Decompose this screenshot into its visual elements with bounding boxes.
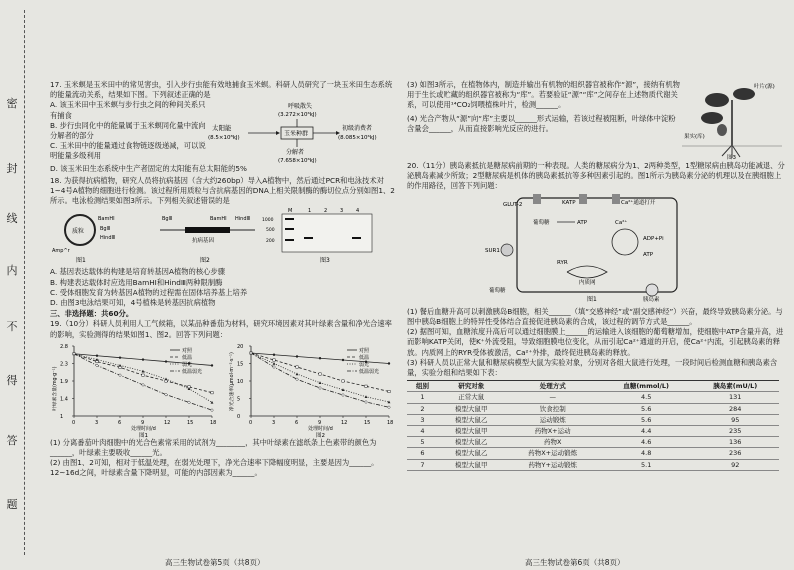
y-axis-label: 净光合速率(μmol·m⁻²·s⁻¹) (230, 351, 235, 411)
data-point (165, 360, 167, 362)
table-cell: 模型大鼠乙 (438, 414, 505, 425)
legend-label: 低温弱光 (182, 368, 203, 375)
atp-label-2: ATP (643, 251, 654, 258)
table-row (407, 392, 779, 403)
table-cell: 236 (691, 448, 779, 459)
q20-sub2: (2) 据图可知，血糖浓度升高后可以通过细胞膜上______的运输进入该细胞的葡萄糖增加，使细胞中ATP含量升高，进而影响KATP关闭，使K⁺外流受阻，导致细胞膜电位变化，从而引起Ca²⁺通道的开启，使Ca²⁺内流，引起胰岛素的释放。内质网上的RYR受体被激活，Ca²⁺外排，最终促进胰岛素的释放。 (407, 327, 784, 357)
gel-band (285, 218, 294, 220)
glu-label: 葡萄糖 (489, 287, 506, 294)
data-point (342, 359, 344, 361)
glucose-label: 葡萄糖 (533, 219, 550, 226)
table-cell: 95 (691, 414, 779, 425)
legend-label: 对照 (359, 347, 370, 354)
legend-label: 低温 (182, 354, 193, 361)
sur1-receptor (501, 244, 513, 256)
footer-left: 高三生物试卷第5页（共8页） (165, 558, 265, 567)
table-cell: 3 (407, 414, 438, 425)
binding-char: 封 (6, 162, 18, 175)
gel-lane-label: M (288, 208, 293, 215)
respiration-value: (3.272×10⁶kJ) (278, 112, 317, 119)
atp-label: ATP (577, 219, 588, 226)
table-cell: — (504, 392, 600, 403)
right-column (407, 80, 787, 472)
table-row (407, 437, 779, 448)
x-tick-label: 3 (95, 419, 99, 426)
chart-caption: 图1 (139, 432, 148, 438)
er-label: 内质网 (579, 279, 596, 286)
data-point (365, 400, 368, 403)
table-cell: 7 (407, 459, 438, 470)
x-tick-label: 15 (187, 419, 194, 426)
y-axis-label: 叶绿素含量(mg·g⁻¹) (53, 366, 58, 411)
fig3-caption: 图3 (727, 155, 736, 160)
ca-channel (612, 194, 620, 204)
data-point (342, 393, 345, 396)
binding-char: 得 (6, 374, 18, 387)
question-17 (50, 80, 395, 175)
y-tick-label: 20 (237, 343, 244, 350)
data-point (296, 378, 299, 381)
table-row (407, 426, 779, 437)
data-point (211, 391, 213, 393)
cell-membrane (517, 198, 677, 292)
binding-margin (0, 0, 42, 570)
table-cell: 模型大鼠乙 (438, 448, 505, 459)
gel-band (285, 239, 294, 241)
table-cell: 136 (691, 437, 779, 448)
ampr-label: Amp^r (52, 248, 70, 255)
left-column (50, 80, 395, 480)
enzyme-label: BamHⅠ (98, 216, 115, 223)
x-tick-label: 12 (164, 419, 171, 426)
enzyme-label: BglⅡ (162, 216, 173, 223)
question-18 (50, 176, 395, 309)
data-point (165, 377, 168, 380)
data-point (165, 393, 168, 396)
legend-label: 弱光 (182, 361, 193, 368)
table-cell: 131 (691, 392, 779, 403)
table-cell: 1 (407, 392, 438, 403)
data-point (388, 390, 390, 392)
data-point (388, 406, 391, 409)
q19-sub4: (4) 光合产物从“源”向“库”主要以______形式运输，若该过程被阻断，叶绿体中淀粉含量会______，从而直接影响光反应的进行。 (407, 113, 676, 133)
data-point (211, 401, 214, 404)
data-point (142, 383, 145, 386)
table-cell: 4.8 (601, 448, 692, 459)
chart-chlorophyll (50, 340, 218, 438)
table-cell: 5 (407, 437, 438, 448)
adp-label: ADP+Pi (643, 235, 664, 242)
q19-sub1: (1) 分离番茄叶肉细胞中的光合色素常采用的试剂为________，其中叶绿素在滤纸条上色素带的颜色为______，叶绿素主要吸收______光。 (50, 437, 377, 458)
y-tick-label: 15 (237, 361, 244, 368)
decomposer-label: 分解者 (286, 149, 305, 157)
gel-band (352, 237, 361, 239)
binding-char: 题 (6, 498, 18, 511)
binding-char: 内 (6, 264, 18, 277)
primary-label: 初级消费者 (342, 125, 373, 133)
sun-label: 太阳能 (212, 124, 232, 133)
table-row (407, 403, 779, 414)
gene-label: 抗病基因 (192, 238, 215, 245)
table-cell: 模型大鼠甲 (438, 426, 505, 437)
table-cell: 2 (407, 403, 438, 414)
table-cell: 4 (407, 426, 438, 437)
data-point (388, 362, 390, 364)
data-point (319, 373, 321, 375)
footer-right: 高三生物试卷第6页（共8页） (525, 558, 625, 567)
katp-channel (579, 194, 587, 204)
q17-stem: 17. 玉米螟是玉米田中的常见害虫，引入步行虫能有效地捕食玉米螟。科研人员研究了一块玉米田生态系统的能量流动关系，结果如下图。下列叙述正确的是 (50, 80, 393, 100)
sun-value: (8.5×10⁸kJ) (208, 135, 240, 142)
gel-band (285, 228, 294, 230)
data-point (296, 355, 298, 357)
q20-sub3: (3) 科研人员以正常大鼠和糖尿病模型大鼠为实验对象，分别对各组大鼠进行处理，一段时间后检测血糖和胰岛素含量，实验分组和结果如下表： (407, 357, 778, 378)
table-cell: 284 (691, 403, 779, 414)
legend-label: 低温 (359, 354, 370, 361)
respiration-label: 呼吸散失 (288, 103, 313, 111)
table-cell: 5.1 (601, 459, 692, 470)
data-point (142, 374, 144, 376)
table-cell: 模型大鼠甲 (438, 403, 505, 414)
insulin-label: 胰岛素 (643, 296, 660, 303)
leaf (705, 93, 729, 107)
ryr-label: RYR (557, 259, 568, 266)
table-cell: 4.4 (601, 426, 692, 437)
table-row (407, 459, 779, 470)
data-point (319, 381, 322, 384)
x-tick-label: 9 (141, 419, 145, 426)
table-header: 血糖(mmol/L) (601, 381, 692, 392)
data-point (188, 401, 191, 404)
data-point (119, 356, 121, 358)
arrow-head (276, 131, 280, 135)
x-tick-label: 18 (210, 419, 217, 426)
q19-stem: 19.（10分）科研人员利用人工气候箱，以某品种番茄为材料，研究环境因素对其叶绿素含量和净光合速率的影响，实验测得的结果如图1、图2。回答下列问题： (50, 319, 392, 339)
q17-option-c: C. 玉米田中的能量通过食物链逐级递减，可以说明能量多级利用 (50, 141, 206, 161)
q20-results-table (407, 380, 779, 471)
x-tick-label: 18 (387, 419, 394, 426)
question-19 (50, 319, 395, 478)
leaf (701, 112, 723, 124)
y-tick-label: 2.8 (60, 343, 68, 350)
table-cell: 药物X (504, 437, 600, 448)
data-point (273, 353, 275, 355)
primary-value: (8.085×10⁶kJ) (338, 135, 377, 142)
legend-label: 弱光 (359, 361, 370, 368)
data-point (296, 366, 298, 368)
q19-sub2: (2) 由图1、2可知，相对于低温处理，在弱光处理下，净光合速率下降幅度明显，主要是因为______。 (50, 458, 379, 468)
binding-char: 不 (6, 320, 18, 333)
y-tick-label: 1 (60, 413, 64, 420)
binding-char: 答 (6, 434, 18, 447)
enzyme-label: HindⅢ (100, 235, 115, 242)
leaf (733, 88, 755, 100)
chart-caption: 图2 (316, 432, 325, 438)
x-tick-label: 15 (364, 419, 371, 426)
chart-photosynthesis (227, 340, 395, 438)
table-cell: 5.6 (601, 403, 692, 414)
binding-char: 密 (6, 97, 18, 110)
x-tick-label: 6 (295, 419, 299, 426)
question-19-cont (407, 80, 787, 160)
q20-sub1: (1) 餐后血糖升高可以刺激胰岛B细胞，相关______（填“交感神经”或“副交感神经”）兴奋，最终导致胰岛素分泌。与图中胰岛B细胞上的特异性受体结合直接促进胰岛素的合成，该过程的调节方式是______。 (407, 306, 783, 327)
table-cell: 模型大鼠乙 (438, 437, 505, 448)
gel-lane-label: 3 (340, 208, 344, 215)
table-cell: 4.5 (601, 392, 692, 403)
data-point (96, 354, 98, 356)
katp-label: KATP (562, 199, 576, 206)
data-point (96, 364, 99, 367)
x-axis-label: 处理时间/d (308, 425, 333, 432)
ca-channel-label: Ca²⁺通道打开 (621, 199, 656, 206)
table-cell: 5.6 (601, 414, 692, 425)
x-tick-label: 6 (118, 419, 122, 426)
plasmid-label: 质粒 (72, 228, 85, 236)
q17-option-d: D. 该玉米田生态系统中生产者固定的太阳能有总太阳能的5% (50, 164, 247, 174)
gel-band (304, 237, 313, 239)
table-cell: 饮食控制 (504, 403, 600, 414)
data-point (273, 362, 276, 365)
sur1-label: SUR1 (485, 247, 500, 254)
x-tick-label: 0 (249, 419, 253, 426)
data-point (273, 359, 275, 361)
data-point (119, 374, 122, 377)
mitochondrion (612, 229, 638, 255)
decomposer-value: (7.658×10⁶kJ) (278, 158, 317, 165)
table-cell: 235 (691, 426, 779, 437)
x-tick-label: 3 (272, 419, 276, 426)
gel-lane-label: 4 (356, 208, 360, 215)
table-cell: 药物X+运动 (504, 426, 600, 437)
table-header: 处理方式 (504, 381, 600, 392)
q20-stem: 20.（11分）胰岛素抵抗是糖尿病前期的一种表现。人类的糖尿病分为1、2两种类型，1型糖尿病由胰岛功能减退、分泌胰岛素减少所致；2型糖尿病是机体的胰岛素抵抗等多种因素引起的。图1所示为胰岛素分泌的机理以及在胰细胞上的作用路径，回答下列问题： (407, 161, 785, 191)
gel-lane-label: 1 (308, 208, 312, 215)
table-cell: 92 (691, 459, 779, 470)
legend-label: 对照 (182, 347, 193, 354)
q17-option-a: A. 该玉米田中玉米螟与步行虫之间的种间关系只有捕食 (50, 100, 206, 120)
x-tick-label: 12 (341, 419, 348, 426)
data-point (342, 380, 344, 382)
y-tick-label: 1.4 (60, 396, 68, 403)
ca-ion-label: Ca²⁺ (615, 219, 628, 226)
table-cell: 正常大鼠 (438, 392, 505, 403)
q18-option-d: D. 由图3电泳结果可知，4号植株是转基因抗病植物 (50, 298, 216, 308)
fig1-caption: 图1 (76, 257, 86, 265)
table-cell: 模型大鼠甲 (438, 459, 505, 470)
gel-lane-label: 2 (324, 208, 328, 215)
table-row (407, 448, 779, 459)
y-tick-label: 1.9 (60, 378, 68, 385)
glut-channel (533, 194, 541, 204)
table-cell: 药物Y+运动锻炼 (504, 459, 600, 470)
y-tick-label: 0 (237, 413, 241, 420)
table-header: 组别 (407, 381, 438, 392)
x-axis-label: 处理时间/d (131, 425, 156, 432)
ladder-label: 500 (266, 228, 275, 234)
data-point (296, 372, 299, 375)
plant-figure (682, 80, 782, 160)
y-tick-label: 2.3 (60, 361, 68, 368)
insulin-vesicle (646, 284, 658, 296)
y-tick-label: 5 (237, 396, 241, 403)
glut-label: GLUT-2 (503, 201, 523, 208)
table-cell: 药物X+运动锻炼 (504, 448, 600, 459)
table-header: 胰岛素(mU/L) (691, 381, 779, 392)
q18-option-a: A. 基因表达载体的构建是培育转基因A植物的核心步骤 (50, 267, 226, 277)
data-point (142, 358, 144, 360)
binding-line (24, 10, 25, 555)
q19-sub3: (3) 如图3所示，在植物体内，制造并输出有机物的组织器官被称作“源”，接纳有机物用于生长或贮藏的组织器官被称为“库”。若要验证“源”“库”之间存在上述物质代谢关系，可以使用¹⁴CO₂饲喂植株叶片，检测______。 (407, 80, 680, 110)
fig2-caption: 图2 (200, 257, 210, 265)
data-point (211, 364, 213, 366)
section-heading: 三、非选择题：共60分。 (50, 309, 134, 319)
data-point (211, 409, 214, 412)
ladder-label: 1000 (262, 218, 274, 224)
table-header-row (407, 381, 779, 392)
y-tick-label: 10 (237, 378, 244, 385)
data-point (365, 395, 368, 398)
question-20 (407, 161, 787, 471)
q17-option-b: B. 步行虫同化中的能量属于玉米螟同化量中流向分解者的部分 (50, 120, 206, 141)
table-cell: 6 (407, 448, 438, 459)
enzyme-label: HindⅢ (235, 216, 250, 223)
q18-option-b: B. 构建表达载体时应选用BamHⅠ和HindⅢ两种限制酶 (50, 277, 223, 287)
data-point (319, 357, 321, 359)
ladder-label: 200 (266, 239, 275, 245)
q19-sub2-cont: 12~16d之间，叶绿素含量下降明显，可能的内部因素为______。 (50, 468, 262, 478)
table-row (407, 414, 779, 425)
enzyme-label: BglⅡ (100, 226, 111, 233)
table-cell: 4.6 (601, 437, 692, 448)
q17-energy-diagram (208, 100, 394, 164)
x-tick-label: 0 (72, 419, 76, 426)
q18-option-c: C. 受体细胞发育为转基因A植物的过程需在固体培养基上培养 (50, 287, 248, 297)
table-cell: 运动锻炼 (504, 414, 600, 425)
fruit (717, 124, 727, 136)
insulin-secretion-diagram (407, 192, 782, 304)
table-body (407, 392, 779, 470)
data-point (365, 385, 367, 387)
producer-label: 玉米种群 (284, 130, 309, 138)
x-tick-label: 9 (318, 419, 322, 426)
fig1-caption: 图1 (587, 295, 597, 303)
table-header: 研究对象 (438, 381, 505, 392)
legend-label: 低温弱光 (359, 368, 380, 375)
er-shape (567, 266, 607, 278)
binding-char: 线 (6, 212, 18, 225)
gel-box (282, 214, 372, 252)
data-point (319, 386, 322, 389)
enzyme-label: BamHⅠ (210, 216, 227, 223)
fig3-caption: 图3 (320, 257, 330, 265)
q18-figures (50, 206, 390, 264)
q18-stem: 18. 为获得抗病植物，研究人员将抗病基因（含大约260bp）导入A植物中，然后通过PCR和电泳技术对1~4号A植物的细胞进行检测。该过程所用质粒与含抗病基因的DNA上相关限制酶的酶切位点分别如图1、2所示。电泳检测结果如图3所示。下列相关叙述错误的是 (50, 175, 395, 206)
leaf-label: 叶片(源) (754, 84, 775, 90)
fruit-label: 果实(库) (684, 134, 705, 140)
gene-segment (185, 227, 230, 233)
